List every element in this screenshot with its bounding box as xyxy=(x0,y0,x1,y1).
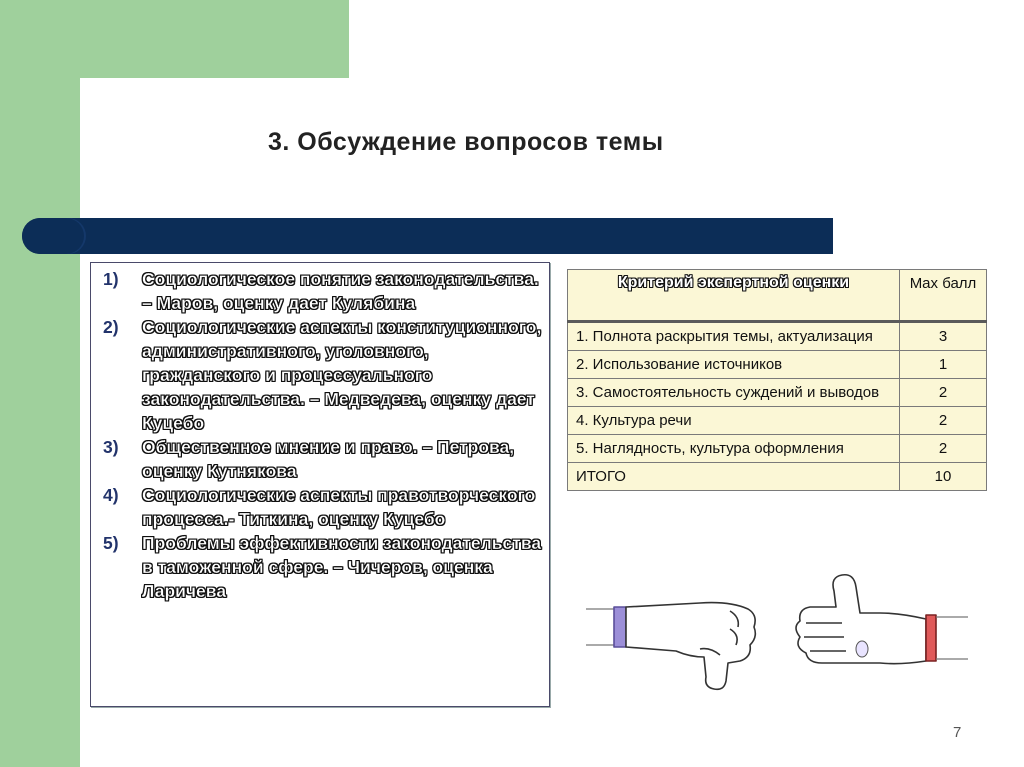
table-row xyxy=(568,435,987,463)
table-row xyxy=(568,351,987,379)
criteria-table xyxy=(567,269,987,491)
criterion-cell: 1. Полнота раскрытия темы, актуализация xyxy=(568,322,900,351)
list-item-text: Социологические аспекты правотворческого процесса.- Титкина, оценку Куцебо xyxy=(142,485,536,529)
topics-list xyxy=(91,267,546,603)
list-item xyxy=(91,435,546,483)
score-cell: 2 xyxy=(900,379,987,407)
table-row xyxy=(568,463,987,491)
criterion-cell: 5. Наглядность, культура оформления xyxy=(568,435,900,463)
list-item xyxy=(91,483,546,531)
thumbs-up-icon xyxy=(796,575,968,664)
criterion-cell: 2. Использование источников xyxy=(568,351,900,379)
score-cell: 1 xyxy=(900,351,987,379)
list-item-number: 4) xyxy=(103,485,119,505)
list-item-number: 5) xyxy=(103,533,119,553)
max-score-header: Max балл xyxy=(900,270,987,322)
criterion-cell: 3. Самостоятельность суждений и выводов xyxy=(568,379,900,407)
criterion-header: Критерий экспертной оценки xyxy=(568,270,900,322)
list-item-number: 1) xyxy=(103,269,119,289)
table-row xyxy=(568,407,987,435)
criterion-cell: ИТОГО xyxy=(568,463,900,491)
bar-pill-cap xyxy=(22,218,84,254)
list-item-number: 2) xyxy=(103,317,119,337)
list-item xyxy=(91,531,546,603)
list-item xyxy=(91,315,546,435)
table-row xyxy=(568,379,987,407)
list-item-number: 3) xyxy=(103,437,119,457)
criterion-cell: 4. Культура речи xyxy=(568,407,900,435)
thumbs-illustration xyxy=(580,565,980,700)
page-number: 7 xyxy=(953,724,962,741)
content-corner-curve xyxy=(80,78,200,198)
score-cell: 10 xyxy=(900,463,987,491)
topics-list-box xyxy=(90,262,550,707)
list-item-text: Социологические аспекты конституционного, административного, уголовного, гражданского и процессуального законодательства. – Медведева, оценку дает Куцебо xyxy=(142,317,542,433)
thumbs-down-icon xyxy=(582,603,755,690)
score-cell: 2 xyxy=(900,435,987,463)
list-item-text: Проблемы эффективности законодательства в таможенной сфере. – Чичеров, оценка Ларичева xyxy=(142,533,542,601)
list-item-text: Социологическое понятие законодательства. – Маров, оценку дает Кулябина xyxy=(142,269,539,313)
title-underline-bar xyxy=(22,218,833,254)
slide-title: 3. Обсуждение вопросов темы xyxy=(268,128,664,156)
table-header-row xyxy=(568,270,987,322)
list-item-text: Общественное мнение и право. – Петрова, оценку Кутнякова xyxy=(142,437,515,481)
score-cell: 3 xyxy=(900,322,987,351)
list-item xyxy=(91,267,546,315)
score-cell: 2 xyxy=(900,407,987,435)
side-decor-bar xyxy=(0,0,80,767)
table-row xyxy=(568,322,987,351)
top-decor-bar xyxy=(0,0,349,78)
